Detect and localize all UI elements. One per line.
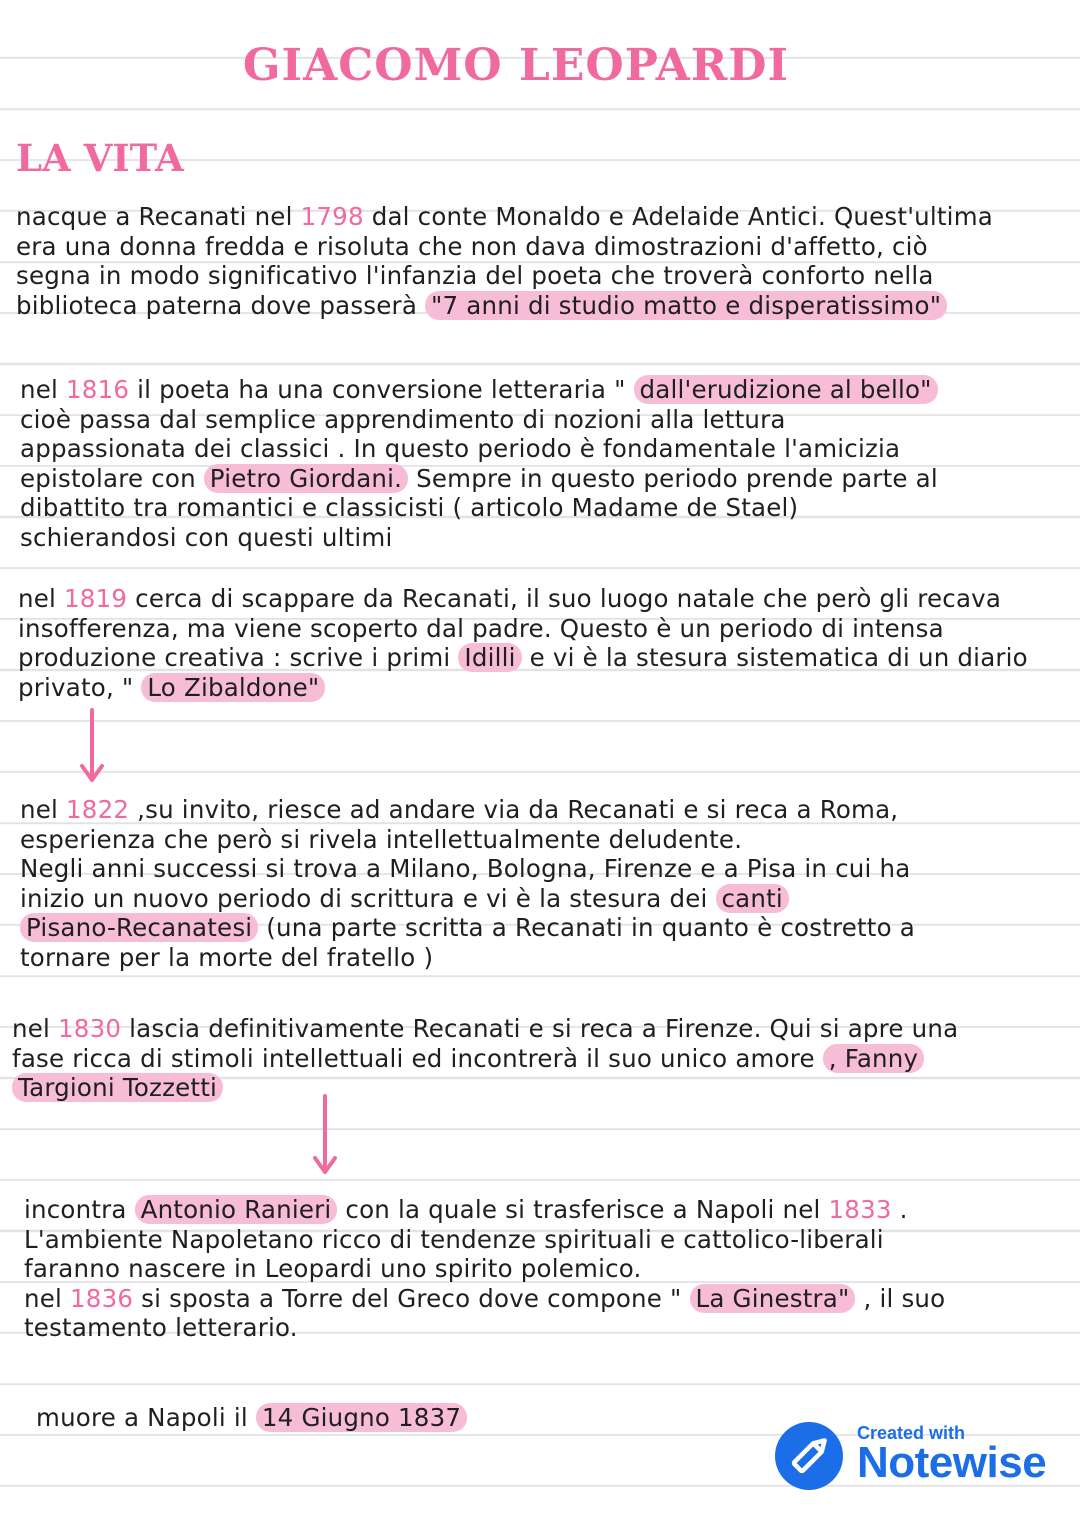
text-line: nel 1822 ,su invito, riesce ad andare via da Recanati e si reca a Roma, bbox=[20, 795, 899, 824]
paragraph-1822 bbox=[20, 795, 915, 972]
text-line: epistolare con Pietro Giordani. Sempre in questo periodo prende parte al bbox=[20, 463, 938, 493]
highlighted-quote: "7 anni di studio matto e disperatissimo" bbox=[425, 291, 947, 320]
paragraph-1816 bbox=[20, 375, 938, 552]
text-line: muore a Napoli il 14 Giugno 1837 bbox=[36, 1403, 467, 1433]
year: 1816 bbox=[66, 375, 130, 404]
text-line: appassionata dei classici . In questo periodo è fondamentale l'amicizia bbox=[20, 434, 901, 463]
highlighted-date: 14 Giugno 1837 bbox=[256, 1403, 467, 1432]
paragraph-1830 bbox=[12, 1014, 958, 1103]
text-line: schierandosi con questi ultimi bbox=[20, 522, 393, 552]
highlighted-name: Targioni Tozzetti bbox=[12, 1073, 223, 1102]
text-line: insofferenza, ma viene scoperto dal padre. Questo è un periodo di intensa bbox=[18, 613, 944, 643]
text-line: testamento letterario. bbox=[24, 1313, 298, 1342]
text-line: nel 1836 si sposta a Torre del Greco dove compone " La Ginestra" , il suo bbox=[24, 1283, 946, 1313]
highlighted-work: Lo Zibaldone" bbox=[141, 673, 325, 702]
notewise-logo bbox=[775, 1422, 843, 1490]
year: 1830 bbox=[58, 1014, 122, 1043]
text-line: nel 1819 cerca di scappare da Recanati, il suo luogo natale che però gli recava bbox=[18, 584, 1002, 613]
text-line: L'ambiente Napoletano ricco di tendenze spirituali e cattolico-liberali bbox=[24, 1224, 884, 1254]
highlighted-work: Idilli bbox=[458, 643, 521, 672]
text-line: produzione creativa : scrive i primi Idilli e vi è la stesura sistematica di un diario bbox=[18, 643, 1028, 672]
page-title: GIACOMO LEOPARDI bbox=[242, 40, 790, 91]
year: 1822 bbox=[66, 795, 130, 824]
text-line: nel 1830 lascia definitivamente Recanati e si reca a Firenze. Qui si apre una bbox=[12, 1014, 959, 1043]
highlighted-work: La Ginestra" bbox=[690, 1284, 856, 1313]
text-line: dibattito tra romantici e classicisti ( articolo Madame de Stael) bbox=[20, 493, 799, 522]
year: 1798 bbox=[300, 202, 364, 231]
text-line: nacque a Recanati nel 1798 dal conte Monaldo e Adelaide Antici. Quest'ultima bbox=[16, 202, 993, 231]
text-line: biblioteca paterna dove passerà "7 anni di studio matto e disperatissimo" bbox=[16, 291, 993, 321]
notewise-badge bbox=[775, 1420, 1065, 1492]
text-line: incontra Antonio Ranieri con la quale si trasferisce a Napoli nel 1833 . bbox=[24, 1195, 908, 1224]
highlighted-name: Pietro Giordani. bbox=[204, 464, 408, 493]
highlighted-quote: dall'erudizione al bello" bbox=[634, 375, 938, 404]
badge-caption: Created with bbox=[857, 1423, 966, 1443]
year: 1833 bbox=[828, 1195, 892, 1224]
text-line: inizio un nuovo periodo di scrittura e vi è la stesura dei canti bbox=[20, 884, 915, 914]
text-line: faranno nascere in Leopardi uno spirito polemico. bbox=[24, 1254, 642, 1283]
section-title: LA VITA bbox=[16, 136, 184, 180]
text-line: tornare per la morte del fratello ) bbox=[20, 942, 434, 972]
text-line: privato, " Lo Zibaldone" bbox=[18, 673, 1028, 703]
paragraph-death bbox=[36, 1403, 467, 1433]
text-line bbox=[12, 1073, 958, 1103]
text-line: Negli anni successi si trova a Milano, Bologna, Firenze e a Pisa in cui ha bbox=[20, 854, 911, 883]
highlighted-work: canti bbox=[716, 884, 789, 913]
paragraph-napoli bbox=[24, 1195, 945, 1343]
text-line: Pisano-Recanatesi (una parte scritta a Recanati in quanto è costretto a bbox=[20, 913, 915, 943]
text-line: nel 1816 il poeta ha una conversione letteraria " dall'erudizione al bello" bbox=[20, 375, 938, 405]
pencil-icon bbox=[775, 1422, 843, 1490]
paragraph-1819 bbox=[18, 584, 1028, 702]
text-line: era una donna fredda e risoluta che non dava dimostrazioni d'affetto, ciò bbox=[16, 231, 928, 261]
badge-brand: Notewise bbox=[857, 1438, 1047, 1487]
text-line: fase ricca di stimoli intellettuali ed incontrerà il suo unico amore , Fanny bbox=[12, 1044, 958, 1074]
text-line: cioè passa dal semplice apprendimento di nozioni alla lettura bbox=[20, 404, 786, 434]
highlighted-work: Pisano-Recanatesi bbox=[20, 913, 258, 942]
highlighted-name: Antonio Ranieri bbox=[135, 1195, 338, 1224]
down-arrow-icon bbox=[78, 708, 108, 784]
year: 1836 bbox=[70, 1283, 134, 1313]
down-arrow-icon bbox=[310, 1094, 340, 1176]
text-line: esperienza che però si rivela intellettualmente deludente. bbox=[20, 824, 743, 854]
year: 1819 bbox=[64, 584, 128, 613]
text-line: segna in modo significativo l'infanzia del poeta che troverà conforto nella bbox=[16, 261, 934, 290]
paragraph-birth bbox=[16, 202, 993, 320]
highlighted-name: , Fanny bbox=[823, 1044, 924, 1073]
